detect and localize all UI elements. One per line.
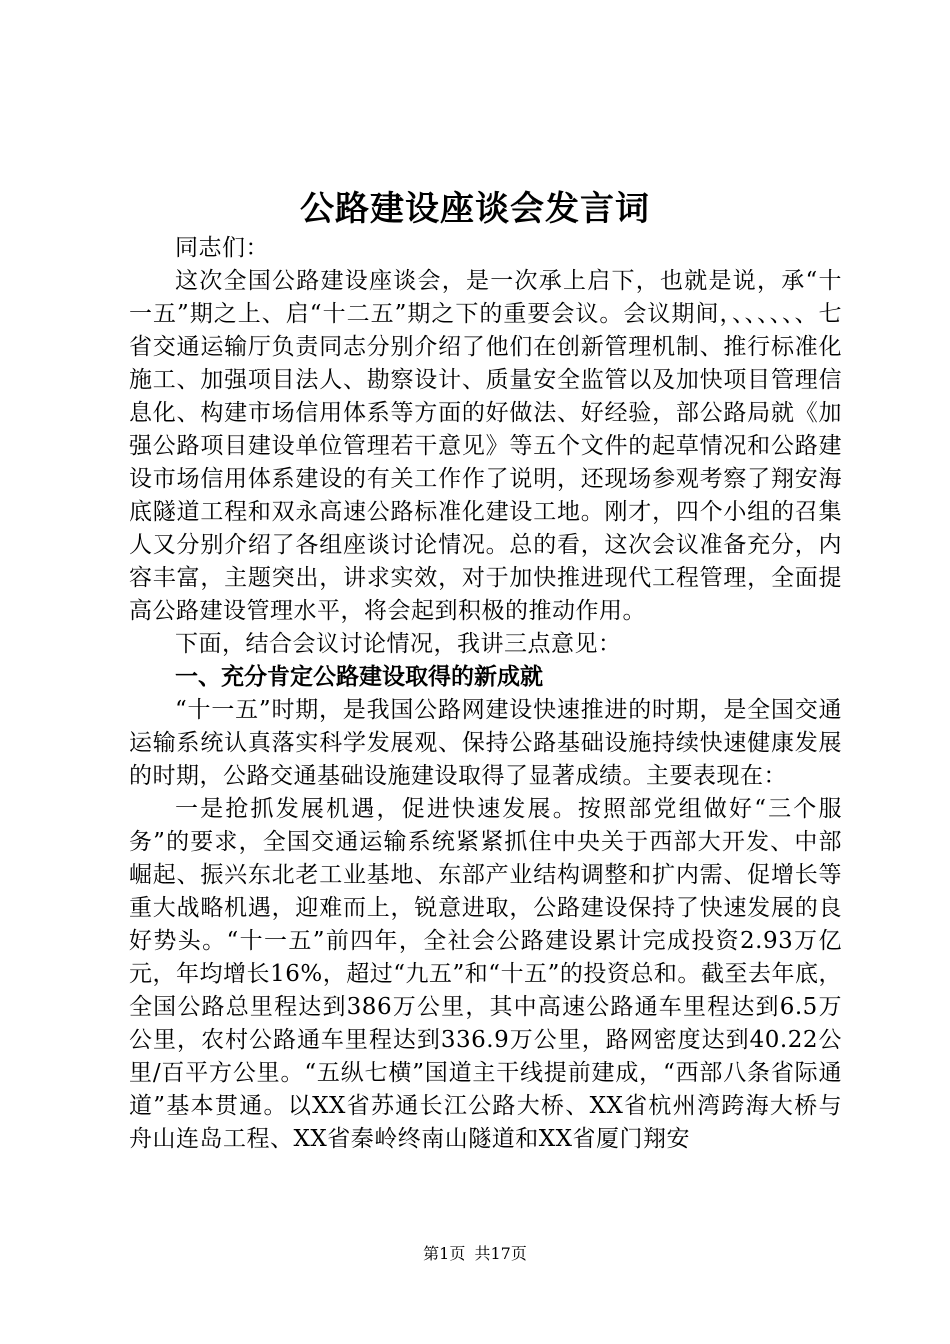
page-number: 第1页 [423,1244,466,1263]
paragraph: 一是抢抓发展机遇，促进快速发展。按照部党组做好“三个服务”的要求，全国交通运输系统紧紧抓住中央关于西部大开发、中部崛起、振兴东北老工业基地、东部产业结构调整和扩内需、促增长等重大战略机遇，迎难而上，锐意进取，公路建设保持了快速发展的良好势头。“十一五”前四年，全社会公路建设累计完成投资2.93万亿元，年均增长16%，超过“九五”和“十五”的投资总和。截至去年底，全国公路总里程达到386万公里，其中高速公路通车里程达到6.5万公里，农村公路通车里程达到336.9万公里，路网密度达到40.22公里/百平方公里。“五纵七横”国道主干线提前建成，“西部八条省际通道”基本贯通。以XX省苏通长江公路大桥、XX省杭州湾跨海大桥与舟山连岛工程、XX省秦岭终南山隧道和XX省厦门翔安 [129,796,842,1152]
paragraph: 下面，结合会议讨论情况，我讲三点意见： [175,631,622,657]
document-body [129,232,842,1156]
page-total: 共17页 [474,1244,527,1263]
document-title: 公路建设座谈会发言词 [300,189,650,229]
page-footer [0,1243,950,1265]
section-heading: 一、充分肯定公路建设取得的新成就 [175,664,543,690]
paragraph: “十一五”时期，是我国公路网建设快速推进的时期，是全国交通运输系统认真落实科学发展观、保持公路基础设施持续快速健康发展的时期，公路交通基础设施建设取得了显著成绩。主要表现在： [129,697,842,789]
salutation: 同志们： [175,235,269,261]
paragraph: 这次全国公路建设座谈会，是一次承上启下，也就是说，承“十一五”期之上、启“十二五”期之下的重要会议。会议期间，、、、、、、七省交通运输厅负责同志分别介绍了他们在创新管理机制、推行标准化施工、加强项目法人、勘察设计、质量安全监管以及加快项目管理信息化、构建市场信用体系等方面的好做法、好经验，部公路局就《加强公路项目建设单位管理若干意见》等五个文件的起草情况和公路建设市场信用体系建设的有关工作作了说明，还现场参观考察了翔安海底隧道工程和双永高速公路标准化建设工地。刚才，四个小组的召集人又分别介绍了各组座谈讨论情况。总的看，这次会议准备充分，内容丰富，主题突出，讲求实效，对于加快推进现代工程管理，全面提高公路建设管理水平，将会起到积极的推动作用。 [129,268,842,624]
